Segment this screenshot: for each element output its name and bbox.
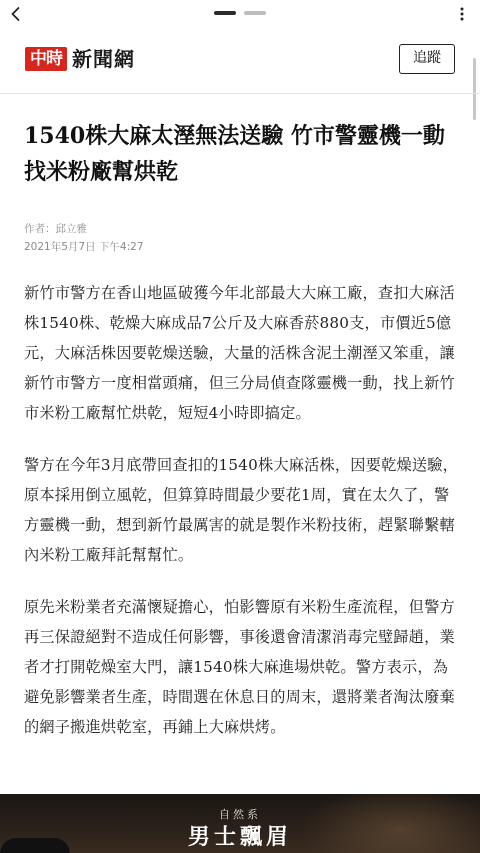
follow-button[interactable]: 追蹤: [399, 44, 455, 74]
header-divider: [0, 93, 480, 94]
more-vertical-icon: [454, 6, 470, 22]
advertisement-banner[interactable]: [0, 794, 480, 853]
publication-header: [0, 40, 480, 84]
ad-subtitle: 自然系: [219, 808, 261, 821]
brand-logo-name[interactable]: 新聞網: [72, 47, 135, 71]
ad-title: 男士飄眉: [187, 824, 292, 850]
top-bar: [0, 0, 480, 30]
author-name: 作者：邱立雅: [24, 223, 87, 235]
article-paragraph: 警方在今年3月底帶回查扣的1540株大麻活株，因要乾燥送驗，原本採用倒立風乾，但算算時間最少要花1周，實在太久了，警方靈機一動，想到新竹最厲害的就是製作米粉技術，趕緊聯繫轄內米粉工廠拜託幫幫忙。: [24, 456, 459, 564]
page-indicator-inactive: [244, 11, 266, 15]
byline: [24, 220, 144, 256]
back-button[interactable]: [4, 2, 28, 26]
article-title: 1540株大麻太溼無法送驗 竹市警靈機一動找米粉廠幫烘乾: [24, 123, 445, 185]
article-body: [24, 278, 458, 764]
more-options-button[interactable]: [450, 2, 474, 26]
chevron-left-icon: [8, 6, 24, 22]
brand-logo-mark[interactable]: 中時: [25, 47, 67, 71]
publish-date: 2021年5月7日 下午4:27: [24, 241, 144, 253]
article-paragraph: 原先米粉業者充滿懷疑擔心，怕影響原有米粉生產流程，但警方再三保證絕對不造成任何影響，事後還會清潔消毒完璧歸趙，業者才打開乾燥室大門，讓1540株大麻進場烘乾。警方表示，為避免影響業者生產，時間選在休息日的周末，還將業者淘汰廢棄的網子搬進烘乾室，再鋪上大麻烘烤。: [24, 598, 455, 736]
page-indicator-active: [214, 11, 236, 15]
article-paragraph: 新竹市警方在香山地區破獲今年北部最大大麻工廠，查扣大麻活株1540株、乾燥大麻成品7公斤及大麻香菸880支，市價近5億元，大麻活株因要乾燥送驗，大量的活株含泥土潮溼又笨重，讓新竹市警方一度相當頭痛，但三分局偵查隊靈機一動，找上新竹市米粉工廠幫忙烘乾，短短4小時即搞定。: [24, 284, 455, 422]
